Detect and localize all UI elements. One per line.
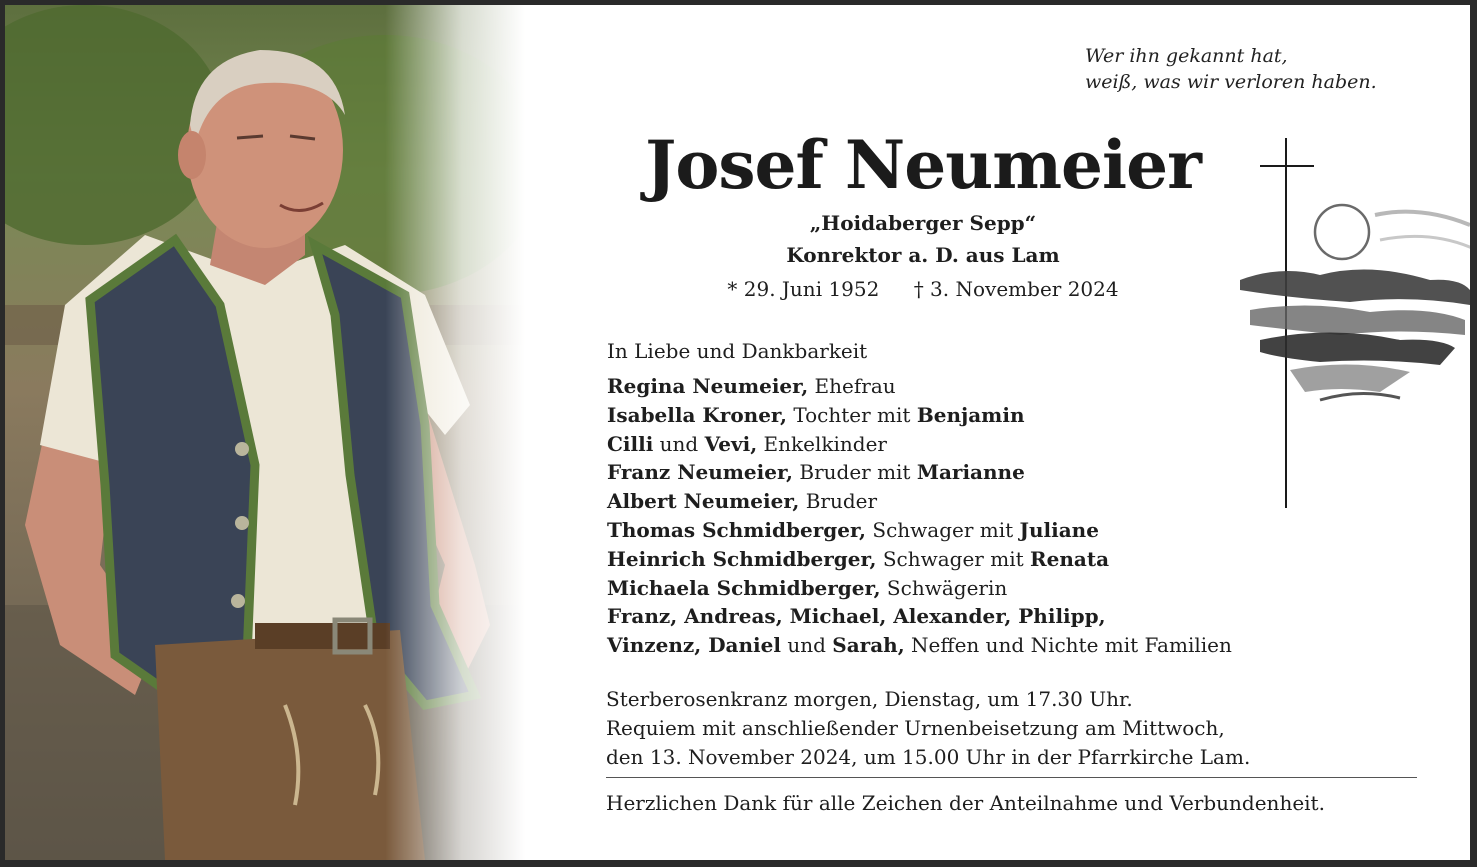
death-date: † 3. November 2024: [913, 277, 1119, 301]
family-relation: und: [653, 431, 705, 456]
family-member-line: [607, 545, 1232, 574]
family-name: Regina Neumeier,: [607, 374, 809, 398]
professional-title: Konrektor a. D. aus Lam: [786, 243, 1060, 267]
family-name: Cilli: [607, 431, 654, 456]
family-name: Franz, Andreas, Michael, Alexander, Philipp,: [607, 604, 1106, 629]
thanks-line: Herzlichen Dank für alle Zeichen der Anteilnahme und Verbundenheit.: [606, 791, 1325, 815]
family-member-line: [607, 458, 1232, 487]
family-list: [607, 372, 1232, 660]
birth-date: * 29. Juni 1952: [727, 277, 880, 301]
family-relation: Bruder: [799, 489, 878, 514]
family-name: Thomas Schmidberger,: [607, 517, 867, 542]
family-member-line: [607, 516, 1232, 545]
notice-line-2: Requiem mit anschließender Urnenbeisetzung am Mittwoch,: [606, 716, 1225, 740]
family-relation: Bruder mit: [793, 460, 917, 485]
family-name: Renata: [1029, 546, 1110, 571]
family-member-line: [607, 487, 1232, 516]
family-relation: Schwager mit: [866, 517, 1020, 542]
family-name: Juliane: [1019, 517, 1099, 542]
family-name: Sarah,: [832, 633, 905, 658]
quote-line-2: weiß, was wir verloren haben.: [1085, 71, 1377, 93]
family-member-line: [607, 430, 1232, 459]
family-relation: Neffen und Nichte mit Familien: [904, 633, 1232, 658]
portrait-photo: [5, 5, 525, 860]
deceased-name: Josef Neumeier: [645, 126, 1201, 204]
photo-fade-overlay: [385, 5, 525, 860]
family-name: Vevi,: [704, 431, 758, 456]
family-member-line: [607, 574, 1232, 603]
service-notice: [606, 685, 1250, 772]
cross-landscape-icon: [1230, 130, 1470, 515]
obituary-notice: [5, 5, 1470, 860]
intro-line: In Liebe und Dankbarkeit: [607, 339, 868, 363]
family-name: Franz Neumeier,: [607, 460, 794, 485]
life-dates: [623, 277, 1223, 301]
memorial-quote: [1085, 43, 1445, 95]
family-relation: Ehefrau: [808, 374, 896, 398]
family-relation: Schwägerin: [880, 575, 1008, 600]
family-name: Isabella Kroner,: [607, 402, 787, 427]
nickname: „Hoidaberger Sepp“: [809, 211, 1037, 235]
family-name: Michaela Schmidberger,: [607, 575, 881, 600]
family-name: Vinzenz, Daniel: [607, 633, 781, 658]
family-member-line: [607, 631, 1232, 660]
family-relation: und: [780, 633, 833, 658]
notice-line-3: den 13. November 2024, um 15.00 Uhr in der Pfarrkirche Lam.: [606, 745, 1251, 769]
divider: [606, 777, 1417, 778]
family-member-line: [607, 602, 1232, 631]
family-relation: Tochter mit: [786, 402, 917, 427]
family-relation: Enkelkinder: [757, 431, 887, 456]
family-name: Albert Neumeier,: [607, 489, 800, 514]
family-name: Heinrich Schmidberger,: [607, 546, 877, 571]
family-relation: Schwager mit: [876, 546, 1030, 571]
family-name: Benjamin: [916, 402, 1025, 427]
family-member-line: [607, 401, 1232, 430]
family-name: Marianne: [916, 460, 1025, 485]
quote-line-1: Wer ihn gekannt hat,: [1085, 45, 1288, 67]
notice-line-1: Sterberosenkranz morgen, Dienstag, um 17.30 Uhr.: [606, 687, 1133, 711]
family-member-line: [607, 372, 1232, 401]
